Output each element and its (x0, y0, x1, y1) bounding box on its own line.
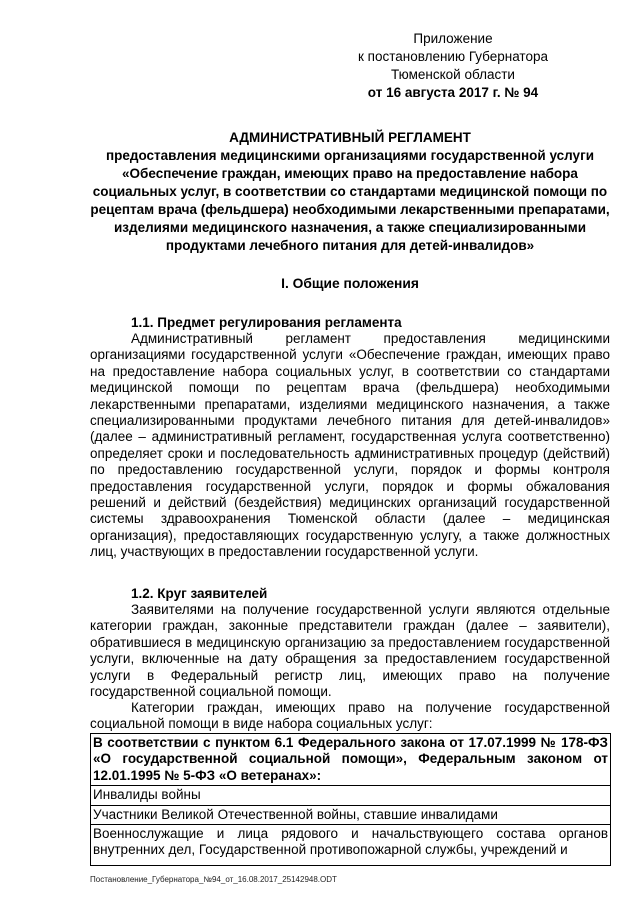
paragraph-1-2-applicants: Заявителями на получение государственной услуги являются отдельные категории граждан, законные представители граждан (далее – заявители), обратившиеся в медицинскую организацию за предоставлением государственной услуги, включенные на дату обращения за предоставлением государственной услуги в Федеральный регистр лиц, имеющих право на получение государственной социальной помощи. (90, 602, 610, 700)
section-heading: I. Общие положения (281, 276, 419, 291)
table-cell (91, 825, 611, 866)
footer-filename: Постановление_Губернатора_№94_от_16.08.2017_25142948.ODT (90, 875, 337, 884)
appendix-date: от 16 августа 2017 г. № 94 (367, 85, 539, 100)
table-row (91, 805, 611, 824)
appendix-block (328, 30, 578, 102)
table-cell: Инвалиды войны (91, 786, 611, 805)
table-cell-text: Военнослужащие и лица рядового и начальствующего состава органов внутренних дел, Государственной противопожарной службы, учреждений и (93, 826, 608, 858)
appendix-label: Приложение (413, 31, 493, 46)
title-main: АДМИНИСТРАТИВНЫЙ РЕГЛАМЕНТ (229, 130, 471, 145)
document-title (90, 129, 610, 255)
subsection-heading-1-1: 1.1. Предмет регулирования регламента (131, 315, 402, 330)
appendix-decree-ref: к постановлению Губернатора (358, 49, 548, 64)
paragraph-1-1: Административный регламент предоставления медицинскими организациями государственной услуги «Обеспечение граждан, имеющих право на предоставление набора социальных услуг, в соответствии со стандартами медицинской помощи по рецептам врача (фельдшера) необходимыми лекарственными препаратами, изделиями медицинского назначения, а также специализированными продуктами лечебного питания для детей-инвалидов» (далее – административный регламент, государственная услуга соответственно) определяет сроки и последовательность административных процедур (действий) по предоставлению государственной услуги, порядок и формы контроля предоставления государственной услуги, порядок и формы обжалования решений и действий (бездействия) медицинских организаций государственной системы здравоохранения Тюменской области (далее – медицинская организация), предоставляющих государственную услугу, а также должностных лиц, участвующих в предоставлении государственной услуги. (90, 331, 610, 560)
paragraph-1-2-categories: Категории граждан, имеющих право на получение государственной социальной помощи в виде набора социальных услуг: (90, 700, 610, 732)
appendix-region: Тюменской области (391, 67, 515, 82)
title-subtitle: предоставления медицинскими организациями государственной услуги «Обеспечение граждан, имеющих право на предоставление набора социальных услуг, в соответствии со стандартами медицинской помощи по рецептам врача (фельдшера) необходимыми лекарственными препаратами, изделиями медицинского назначения, а также специализированными продуктами лечебного питания для детей-инвалидов» (90, 148, 610, 253)
table-row (91, 786, 611, 805)
subsection-heading-1-2: 1.2. Круг заявителей (131, 586, 268, 601)
categories-table (90, 733, 611, 866)
table-header-cell: В соответствии с пунктом 6.1 Федерального закона от 17.07.1999 № 178-ФЗ «О государственной социальной помощи», Федеральным законом от 12.01.1995 № 5-ФЗ «О ветеранах»: (91, 734, 611, 786)
table-row (91, 734, 611, 786)
table-cell: Участники Великой Отечественной войны, ставшие инвалидами (91, 805, 611, 824)
table-row (91, 825, 611, 866)
